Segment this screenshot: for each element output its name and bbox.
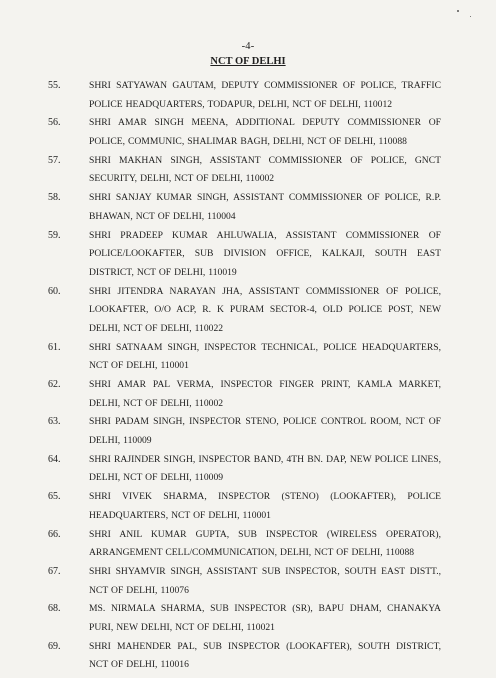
entry-number: 68.: [48, 603, 61, 615]
entry-text: SHRI PADAM SINGH, INSPECTOR STENO, POLICE CONTROL ROOM, NCT OF DELHI, 110009: [89, 416, 441, 446]
entry-text: MS. NIRMALA SHARMA, SUB INSPECTOR (SR), BAPU DHAM, CHANAKYA PURI, NEW DELHI, NCT OF DELHI, 110021: [89, 603, 441, 633]
entry-text: SHRI MAKHAN SINGH, ASSISTANT COMMISSIONER OF POLICE, GNCT SECURITY, DELHI, NCT OF DELHI, 110002: [89, 154, 441, 185]
entry-text: SHRI AMAR SINGH MEENA, ADDITIONAL DEPUTY COMMISSIONER OF POLICE, COMMUNIC, SHALIMAR BAGH, DELHI, NCT OF DELHI, 110088: [89, 117, 441, 147]
entry-text: SHRI SANJAY KUMAR SINGH, ASSISTANT COMMISSIONER OF POLICE, R.P. BHAWAN, NCT OF DELHI, 110004: [89, 192, 441, 222]
entry-number: 56.: [48, 117, 61, 129]
entry-text: SHRI VIVEK SHARMA, INSPECTOR (STENO) (LOOKAFTER), POLICE HEADQUARTERS, NCT OF DELHI, 110001: [89, 491, 441, 521]
entry-number: 63.: [48, 416, 61, 428]
entry-text: SHRI PRADEEP KUMAR AHLUWALIA, ASSISTANT COMMISSIONER OF POLICE/LOOKAFTER, SUB DIVISION OFFICE, KALKAJI, SOUTH EAST DISTRICT, NCT OF DELHI, 110019: [89, 229, 441, 278]
entry-text: SHRI SATNAAM SINGH, INSPECTOR TECHNICAL, POLICE HEADQUARTERS, NCT OF DELHI, 110001: [89, 341, 441, 372]
entry-text: SHRI SATYAWAN GAUTAM, DEPUTY COMMISSIONER OF POLICE, TRAFFIC POLICE HEADQUARTERS, TODAPUR, DELHI, NCT OF DELHI, 110012: [89, 80, 441, 110]
list-item: [0, 223, 496, 279]
entry-number: 58.: [48, 192, 61, 204]
entry-number: 65.: [48, 491, 61, 503]
entry-text: SHRI JITENDRA NARAYAN JHA, ASSISTANT COMMISSIONER OF POLICE, LOOKAFTER, O/O ACP, R. K PURAM SECTOR-4, OLD POLICE POST, NEW DELHI, NCT OF DELHI, 110022: [89, 285, 441, 334]
entry-text: SHRI RAJINDER SINGH, INSPECTOR BAND, 4TH BN. DAP, NEW POLICE LINES, DELHI, NCT OF DELHI, 110009: [89, 453, 441, 484]
entry-number: 60.: [48, 285, 61, 297]
list-item: [0, 522, 496, 559]
entry-number: 61.: [48, 341, 61, 353]
entry-number: 62.: [48, 378, 61, 390]
list-item: [0, 634, 496, 671]
entry-number: 64.: [48, 453, 61, 465]
list-item: [0, 110, 496, 147]
list-item: [0, 335, 496, 372]
list-item: [0, 596, 496, 633]
entry-number: 55.: [48, 80, 61, 91]
list-item: [0, 372, 496, 409]
list-item: [0, 148, 496, 185]
entry-number: 67.: [48, 565, 61, 577]
section-heading: NCT OF DELHI: [210, 56, 286, 67]
entry-number: 57.: [48, 154, 61, 166]
entry-list: [0, 73, 496, 671]
scan-speck: [457, 10, 459, 12]
scan-speck: [470, 16, 471, 17]
entry-text: SHRI ANIL KUMAR GUPTA, SUB INSPECTOR (WIRELESS OPERATOR), ARRANGEMENT CELL/COMMUNICATION, DELHI, NCT OF DELHI, 110088: [89, 528, 441, 559]
list-item: [0, 484, 496, 521]
entry-text: SHRI MAHENDER PAL, SUB INSPECTOR (LOOKAFTER), SOUTH DISTRICT, NCT OF DELHI, 110016: [89, 640, 441, 671]
entry-text: SHRI AMAR PAL VERMA, INSPECTOR FINGER PRINT, KAMLA MARKET, DELHI, NCT OF DELHI, 110002: [89, 378, 441, 409]
list-item: [0, 279, 496, 335]
list-item: [0, 73, 496, 110]
entry-text: SHRI SHYAMVIR SINGH, ASSISTANT SUB INSPECTOR, SOUTH EAST DISTT., NCT OF DELHI, 110076: [89, 565, 441, 596]
list-item: [0, 559, 496, 596]
page-number: -4-: [241, 41, 255, 52]
entry-number: 59.: [48, 229, 61, 241]
list-item: [0, 409, 496, 446]
list-item: [0, 185, 496, 222]
entry-number: 69.: [48, 640, 61, 652]
list-item: [0, 447, 496, 484]
entry-number: 66.: [48, 528, 61, 540]
